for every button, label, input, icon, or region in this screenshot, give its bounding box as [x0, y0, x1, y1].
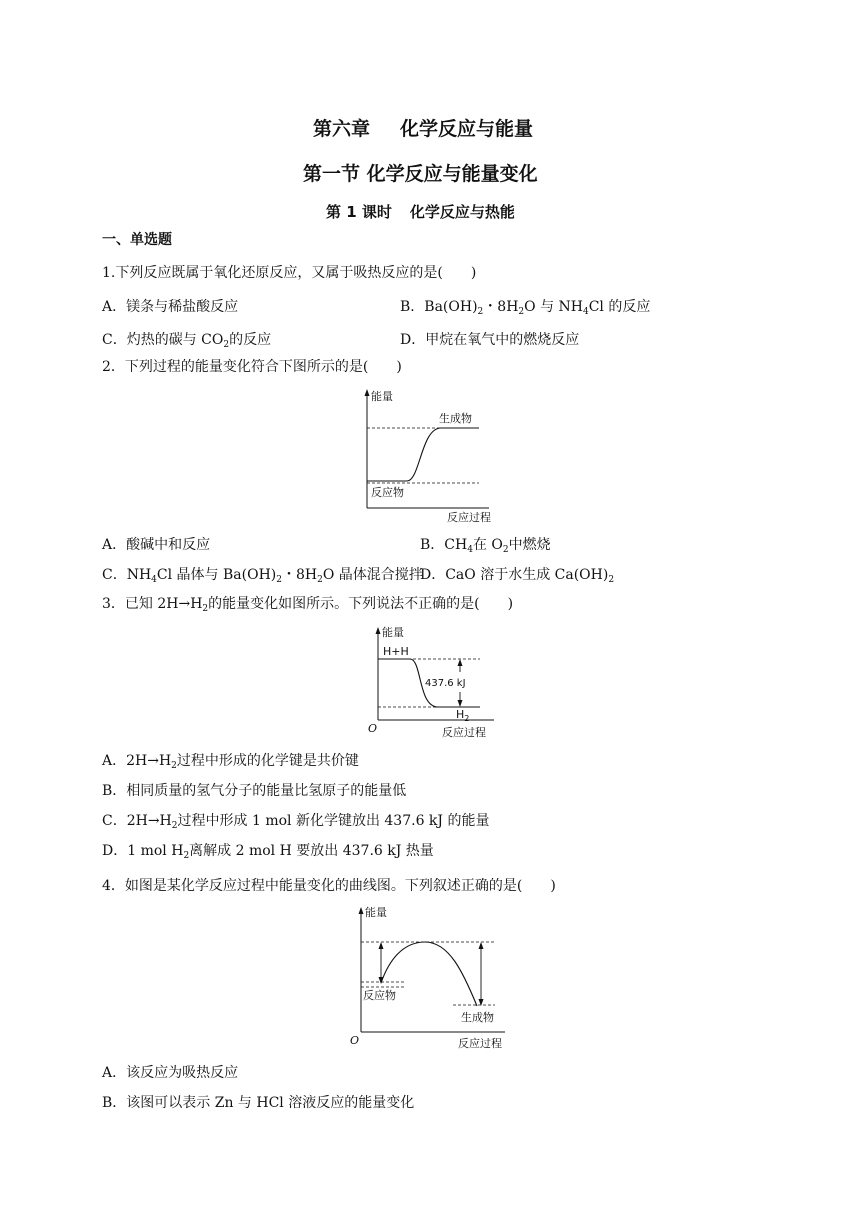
lesson-title: [326, 201, 515, 222]
chapter-title: [313, 114, 533, 141]
q3-top-level-label: H+H: [383, 645, 409, 658]
chapter-number: 第六章: [313, 118, 371, 140]
q2-stem: 2．下列过程的能量变化符合下图所示的是( ): [102, 359, 402, 375]
q4-stem: 4．如图是某化学反应过程中能量变化的曲线图。下列叙述正确的是( ): [102, 878, 556, 894]
q2-option-d: D．CaO 溶于水生成 $Ca(OH)_2$: [420, 567, 615, 585]
q4-option-b: B．该图可以表示 Zn 与 HCl 溶液反应的能量变化: [102, 1095, 415, 1111]
q1-option-c: C．灼热的碳与 $CO_2$的反应: [102, 332, 272, 350]
q4-energy-diagram: [345, 902, 515, 1052]
chapter-name: 化学反应与能量: [400, 118, 534, 140]
q3-energy-value: 437.6 kJ: [425, 678, 466, 689]
section-title: 第一节 化学反应与能量变化: [303, 163, 538, 185]
question-type-heading: 一、单选题: [102, 232, 172, 248]
q3-bottom-level-label: $H_2$: [456, 708, 470, 723]
q4-origin-label: O: [350, 1034, 360, 1047]
lesson-name: 化学反应与热能: [409, 203, 515, 221]
lesson-number: 第 1 课时: [326, 203, 392, 221]
q1-option-b: B．$Ba(OH)_2$・$8H_2O$ 与 $NH_4Cl$ 的反应: [400, 299, 651, 317]
q2-energy-diagram: [345, 386, 505, 526]
q1-option-a: A．镁条与稀盐酸反应: [102, 299, 239, 315]
q3-option-c: C．$2H\to H_2$过程中形成 1 mol 新化学键放出 437.6 kJ 的能量: [102, 813, 490, 831]
q1-stem: 1.下列反应既属于氧化还原反应，又属于吸热反应的是( ): [102, 265, 477, 281]
q2-option-c: C．$NH_4Cl$ 晶体与 $Ba(OH)_2$・$8H_2O$ 晶体混合搅拌: [102, 567, 423, 585]
q2-option-b: B．$CH_4$在 $O_2$中燃烧: [420, 537, 551, 555]
q3-stem: 3．已知 $2H\to H_2$的能量变化如图所示。下列说法不正确的是( ): [102, 596, 514, 614]
q2-product-label: 生成物: [439, 412, 472, 425]
q3-y-axis-label: 能量: [382, 626, 404, 639]
q4-y-axis-label: 能量: [365, 906, 387, 919]
q4-x-axis-label: 反应过程: [458, 1037, 502, 1050]
q2-option-a: A．酸碱中和反应: [102, 537, 211, 553]
q3-energy-diagram: [362, 622, 502, 742]
q3-x-axis-label: 反应过程: [442, 726, 486, 739]
q3-origin-label: O: [368, 722, 378, 735]
q4-product-label: 生成物: [461, 1011, 494, 1024]
q3-option-b: B．相同质量的氢气分子的能量比氢原子的能量低: [102, 783, 407, 799]
q2-y-axis-label: 能量: [371, 390, 393, 403]
q3-option-d: D．1 mol $H_2$离解成 2 mol H 要放出 437.6 kJ 热量: [102, 843, 434, 861]
q1-option-d: D．甲烷在氧气中的燃烧反应: [400, 332, 580, 348]
q4-reactant-label: 反应物: [363, 989, 396, 1002]
q2-x-axis-label: 反应过程: [447, 511, 491, 524]
q3-option-a: A．$2H\to H_2$过程中形成的化学键是共价键: [102, 753, 359, 771]
q4-option-a: A．该反应为吸热反应: [102, 1065, 239, 1081]
q2-reactant-label: 反应物: [371, 486, 404, 499]
